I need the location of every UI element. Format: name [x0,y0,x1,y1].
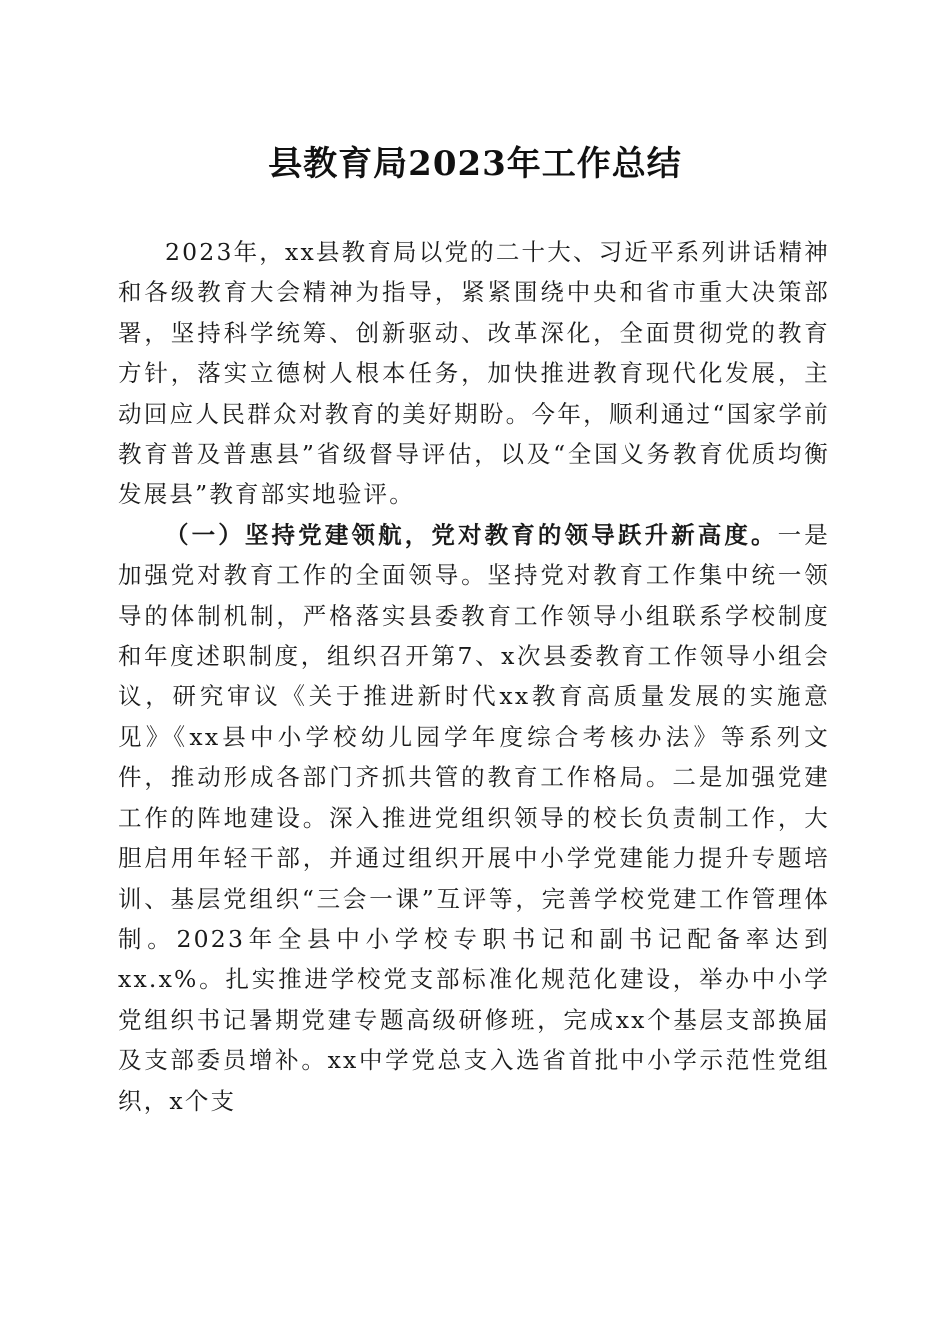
section-1-heading: （一）坚持党建领航，党对教育的领导跃升新高度。 [165,520,778,549]
document-body [118,232,830,1121]
intro-paragraph: 2023年，xx县教育局以党的二十大、习近平系列讲话精神和各级教育大会精神为指导，紧紧围绕中央和省市重大决策部署，坚持科学统筹、创新驱动、改革深化，全面贯彻党的教育方针，落实立德树人根本任务，加快推进教育现代化发展，主动回应人民群众对教育的美好期盼。今年，顺利通过“国家学前教育普及普惠县”省级督导评估，以及“全国义务教育优质均衡发展县”教育部实地验评。 [118,238,830,509]
section-1-body: 一是加强党对教育工作的全面领导。坚持党对教育工作集中统一领导的体制机制，严格落实县委教育工作领导小组联系学校制度和年度述职制度，组织召开第7、x次县委教育工作领导小组会议，研究审议《关于推进新时代xx教育高质量发展的实施意见》《xx县中小学校幼儿园学年度综合考核办法》等系列文件，推动形成各部门齐抓共管的教育工作格局。二是加强党建工作的阵地建设。深入推进党组织领导的校长负责制工作，大胆启用年轻干部，并通过组织开展中小学党建能力提升专题培训、基层党组织“三会一课”互评等，完善学校党建工作管理体制。2023年全县中小学校专职书记和副书记配备率达到xx.x%。扎实推进学校党支部标准化规范化建设，举办中小学党组织书记暑期党建专题高级研修班，完成xx个基层支部换届及支部委员增补。xx中学党总支入选省首批中小学示范性党组织，x个支 [118,520,830,1115]
document-title: 县教育局2023年工作总结 [268,144,682,184]
section-1-paragraph [118,515,830,1121]
